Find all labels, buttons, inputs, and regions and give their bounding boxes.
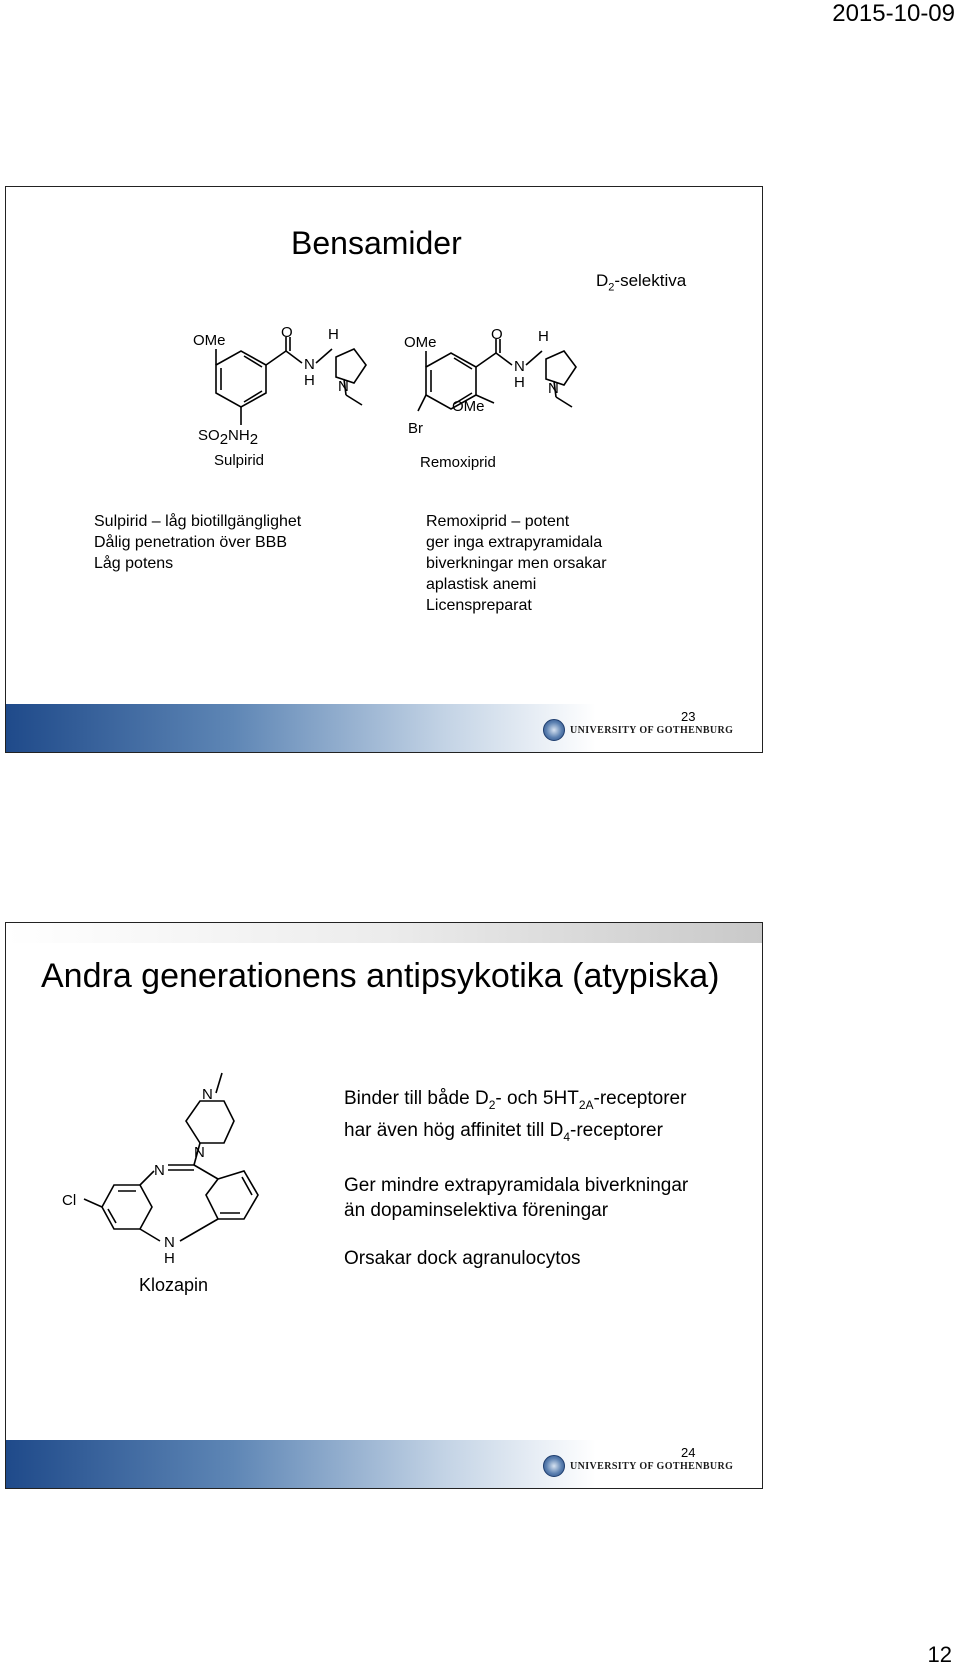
- sulpirid-note-1: Sulpirid – låg biotillgänglighet: [94, 513, 302, 530]
- subtitle-sub: 2: [608, 281, 615, 294]
- remoxiprid-label-o: O: [491, 326, 503, 343]
- klozapin-label-cl: Cl: [62, 1192, 77, 1209]
- sulpirid-label-so: SO2NH2: [198, 427, 259, 448]
- remoxiprid-name: Remoxiprid: [420, 454, 496, 471]
- sulpirid-name: Sulpirid: [214, 452, 265, 469]
- sulpirid-benzene-ring: [216, 351, 266, 407]
- remoxiprid-label-br: Br: [408, 420, 423, 437]
- remoxiprid-note-5: Licenspreparat: [426, 597, 532, 614]
- remoxiprid-label-h: H: [538, 328, 549, 345]
- university-logo: [543, 719, 733, 741]
- sulpirid-label-nh: H: [304, 372, 315, 389]
- subtitle-prefix: D: [596, 271, 609, 290]
- remoxiprid-label-n: N: [514, 358, 525, 375]
- remoxiprid-notes: [426, 511, 607, 616]
- klozapin-label-n-ring: N: [154, 1162, 165, 1179]
- page-number: 12: [927, 1642, 952, 1667]
- sulpirid-structure: [176, 324, 376, 487]
- header-date: 2015-10-09: [832, 0, 955, 27]
- sulpirid-notes: [94, 511, 301, 574]
- university-seal-icon: [543, 719, 565, 741]
- slide-top-bar: [6, 923, 762, 943]
- remoxiprid-label-ring-n: N: [548, 380, 559, 397]
- slide-23: [5, 186, 763, 753]
- sulpirid-label-o: O: [281, 324, 293, 341]
- remoxiprid-note-4: aplastisk anemi: [426, 576, 537, 593]
- remoxiprid-note-1: Remoxiprid – potent: [426, 513, 570, 530]
- university-name: UNIVERSITY OF GOTHENBURG: [570, 1460, 734, 1472]
- slide-title: Andra generationens antipsykotika (atypiska): [41, 957, 720, 995]
- sulpirid-label-n: N: [304, 356, 315, 373]
- bullet-2: Ger mindre extrapyramidala biverkningar än dopaminselektiva föreningar: [344, 1174, 689, 1221]
- university-logo: [543, 1455, 733, 1477]
- klozapin-right-benzene: [206, 1171, 258, 1219]
- slide-24: [5, 922, 763, 1489]
- remoxiprid-structure: [404, 326, 634, 489]
- klozapin-piperazine-ring: [186, 1101, 234, 1143]
- remoxiprid-note-3: biverkningar men orsakar: [426, 555, 607, 572]
- sulpirid-note-2: Dålig penetration över BBB: [94, 534, 287, 551]
- remoxiprid-label-ome: OMe: [404, 334, 437, 351]
- slide-subtitle: [596, 271, 686, 293]
- remoxiprid-label-ome2: OMe: [452, 398, 485, 415]
- university-name: UNIVERSITY OF GOTHENBURG: [570, 724, 734, 736]
- slide-bullets: [344, 1086, 688, 1294]
- remoxiprid-label-nh: H: [514, 374, 525, 391]
- klozapin-label-h: H: [164, 1250, 175, 1267]
- bullet-1: Binder till både $D_2-$ och $5HT_{2A}$-receptorer har även hög affinitet till $D_4$-receptorer: [344, 1088, 687, 1144]
- sulpirid-label-ring-n: N: [338, 378, 349, 395]
- klozapin-label-n-top: N: [202, 1086, 213, 1103]
- slide-number: 24: [681, 1445, 696, 1460]
- sulpirid-label-ome: OMe: [193, 332, 226, 349]
- slide-title: Bensamider: [291, 225, 462, 261]
- klozapin-structure: [56, 1053, 266, 1278]
- subtitle-suffix: -selektiva: [614, 271, 687, 290]
- slide-number: 23: [681, 709, 696, 724]
- klozapin-label-n-h: N: [164, 1234, 175, 1251]
- sulpirid-note-3: Låg potens: [94, 555, 174, 572]
- bullet-3: Orsakar dock agranulocytos: [344, 1247, 581, 1269]
- sulpirid-label-h: H: [328, 326, 339, 343]
- klozapin-label-n-mid: N: [194, 1144, 205, 1161]
- remoxiprid-note-2: ger inga extrapyramidala: [426, 534, 603, 551]
- klozapin-name: Klozapin: [139, 1275, 209, 1295]
- university-seal-icon: [543, 1455, 565, 1477]
